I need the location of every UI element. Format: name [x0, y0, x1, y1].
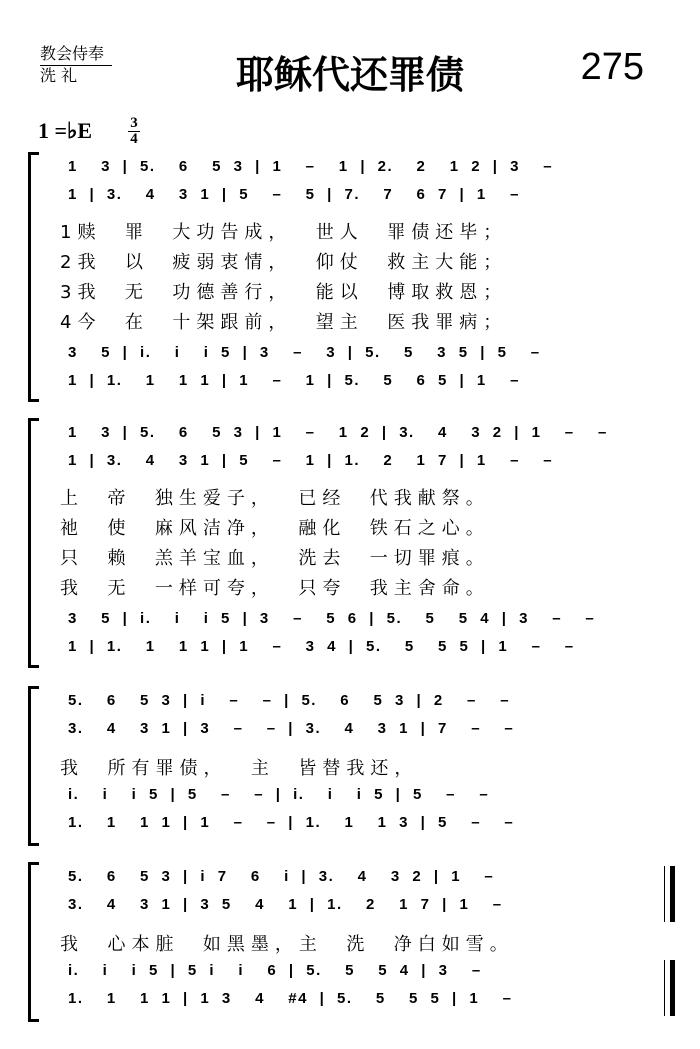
upper-staff-row-1: 1 3 | 5. 6 5 3 | 1 – 1 2 | 3. 4 3 2 | 1 – –	[68, 424, 608, 441]
upper-staff-row-1: 5. 6 5 3 | i 7 6 i | 3. 4 3 2 | 1 –	[68, 868, 495, 885]
lyric-line: 我 无 一样可夸， 只夸 我主舍命。	[60, 578, 490, 599]
score-system-3	[28, 686, 668, 846]
system-bracket	[28, 686, 39, 846]
score-system-4	[28, 862, 668, 1022]
lower-staff-row-1: i. i i 5 | 5 – – | i. i i 5 | 5 – –	[68, 786, 490, 803]
lyric-line: 上 帝 独生爱子， 已经 代我献祭。	[60, 488, 490, 509]
system-bracket	[28, 418, 39, 668]
time-bottom: 4	[130, 131, 138, 147]
lower-staff-row-1: i. i i 5 | 5 i i 6 | 5. 5 5 4 | 3 –	[68, 962, 482, 979]
key-signature: 1 =♭E	[38, 118, 93, 143]
final-thick-barline	[670, 866, 675, 922]
lyric-line: 3我 无 功德善行， 能以 博取救恩；	[60, 282, 508, 303]
lyric-line: 祂 使 麻风洁净， 融化 铁石之心。	[60, 518, 490, 539]
upper-staff-row-2: 3. 4 3 1 | 3 – – | 3. 4 3 1 | 7 – –	[68, 720, 515, 737]
lower-staff-row-2: 1 | 1. 1 1 1 | 1 – 3 4 | 5. 5 5 5 | 1 – –	[68, 638, 575, 655]
final-thin-barline	[664, 960, 665, 1016]
upper-staff-row-2: 1 | 3. 4 3 1 | 5 – 5 | 7. 7 6 7 | 1 –	[68, 186, 520, 203]
final-thin-barline	[664, 866, 665, 922]
lyric-line: 2我 以 疲弱衷情， 仰仗 救主大能；	[60, 252, 508, 273]
time-top: 3	[130, 115, 138, 131]
category-line-2: 洗 礼	[40, 66, 78, 85]
score-system-2	[28, 418, 668, 668]
lyric-line: 我 心本脏 如黑墨，主 洗 净白如雪。	[60, 934, 514, 955]
lower-staff-row-1: 3 5 | i. i i 5 | 3 – 5 6 | 5. 5 5 4 | 3 – –	[68, 610, 596, 627]
lower-staff-row-2: 1. 1 1 1 | 1 – – | 1. 1 1 3 | 5 – –	[68, 814, 515, 831]
lower-staff-row-1: 3 5 | i. i i 5 | 3 – 3 | 5. 5 3 5 | 5 –	[68, 344, 541, 361]
lyric-line: 我 所有罪债， 主 皆替我还，	[60, 758, 419, 779]
upper-staff-row-1: 5. 6 5 3 | i – – | 5. 6 5 3 | 2 – –	[68, 692, 511, 709]
lyric-line: 只 赖 羔羊宝血， 洗去 一切罪痕。	[60, 548, 490, 569]
hymn-number: 275	[580, 46, 644, 88]
upper-staff-row-1: 1 3 | 5. 6 5 3 | 1 – 1 | 2. 2 1 2 | 3 –	[68, 158, 554, 175]
hymn-title: 耶稣代还罪债	[235, 53, 464, 97]
lyric-line: 4今 在 十架跟前， 望主 医我罪病；	[60, 312, 508, 333]
final-thick-barline	[670, 960, 675, 1016]
lower-staff-row-2: 1. 1 1 1 | 1 3 4 #4 | 5. 5 5 5 | 1 –	[68, 990, 513, 1007]
category-line-1: 教会侍奉	[40, 44, 105, 63]
lyric-line: 1赎 罪 大功告成， 世人 罪债还毕；	[60, 222, 508, 243]
score-system-1	[28, 152, 668, 402]
time-signature	[128, 116, 140, 147]
lower-staff-row-2: 1 | 1. 1 1 1 | 1 – 1 | 5. 5 6 5 | 1 –	[68, 372, 520, 389]
upper-staff-row-2: 3. 4 3 1 | 3 5 4 1 | 1. 2 1 7 | 1 –	[68, 896, 503, 913]
system-bracket	[28, 862, 39, 1022]
upper-staff-row-2: 1 | 3. 4 3 1 | 5 – 1 | 1. 2 1 7 | 1 – –	[68, 452, 554, 469]
system-bracket	[28, 152, 39, 402]
